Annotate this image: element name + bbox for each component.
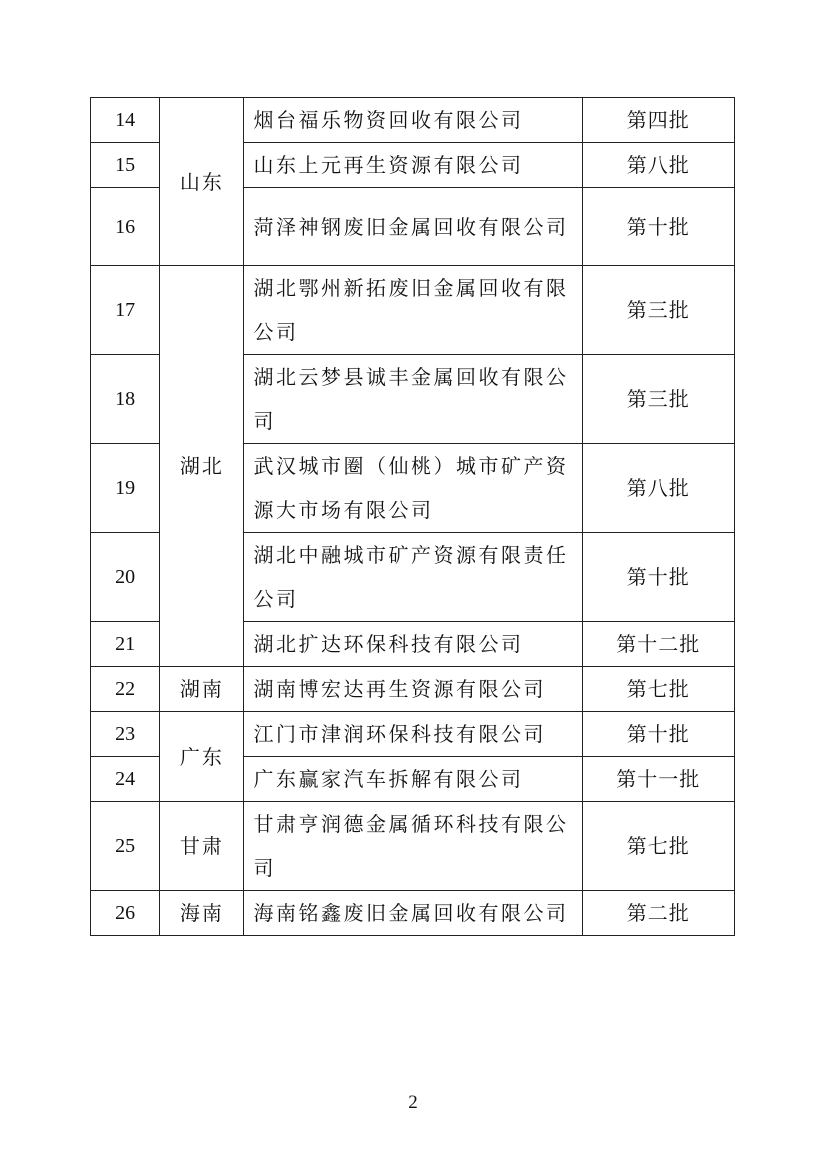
batch-cell: 第四批 [582, 98, 735, 143]
province-cell: 湖北 [160, 266, 244, 667]
row-number: 20 [91, 533, 160, 622]
row-number: 23 [91, 712, 160, 757]
table-row [91, 712, 735, 757]
page-number: 2 [408, 1092, 418, 1113]
company-name: 湖北云梦县诚丰金属回收有限公司 [244, 355, 582, 444]
batch-cell: 第八批 [582, 143, 735, 188]
batch-cell: 第三批 [582, 266, 735, 355]
province-cell: 山东 [160, 98, 244, 266]
row-number: 24 [91, 757, 160, 802]
company-name: 菏泽神钢废旧金属回收有限公司 [244, 188, 582, 266]
row-number: 17 [91, 266, 160, 355]
company-name: 湖北扩达环保科技有限公司 [244, 622, 582, 667]
row-number: 19 [91, 444, 160, 533]
company-table [90, 97, 735, 936]
company-name: 湖北中融城市矿产资源有限责任公司 [244, 533, 582, 622]
company-name: 甘肃亨润德金属循环科技有限公司 [244, 802, 582, 891]
company-name: 广东赢家汽车拆解有限公司 [244, 757, 582, 802]
table-row [91, 802, 735, 891]
batch-cell: 第十批 [582, 712, 735, 757]
row-number: 21 [91, 622, 160, 667]
row-number: 26 [91, 891, 160, 936]
table-row [91, 98, 735, 143]
row-number: 16 [91, 188, 160, 266]
company-name: 烟台福乐物资回收有限公司 [244, 98, 582, 143]
row-number: 14 [91, 98, 160, 143]
province-cell: 海南 [160, 891, 244, 936]
province-cell: 湖南 [160, 667, 244, 712]
batch-cell: 第十批 [582, 188, 735, 266]
batch-cell: 第十批 [582, 533, 735, 622]
row-number: 18 [91, 355, 160, 444]
row-number: 25 [91, 802, 160, 891]
company-name: 江门市津润环保科技有限公司 [244, 712, 582, 757]
table-row [91, 266, 735, 355]
company-name: 武汉城市圈（仙桃）城市矿产资源大市场有限公司 [244, 444, 582, 533]
company-name: 湖北鄂州新拓废旧金属回收有限公司 [244, 266, 582, 355]
company-name: 山东上元再生资源有限公司 [244, 143, 582, 188]
table-row [91, 891, 735, 936]
row-number: 22 [91, 667, 160, 712]
batch-cell: 第十一批 [582, 757, 735, 802]
company-name: 湖南博宏达再生资源有限公司 [244, 667, 582, 712]
batch-cell: 第二批 [582, 891, 735, 936]
company-name: 海南铭鑫废旧金属回收有限公司 [244, 891, 582, 936]
batch-cell: 第三批 [582, 355, 735, 444]
province-cell: 甘肃 [160, 802, 244, 891]
batch-cell: 第七批 [582, 802, 735, 891]
batch-cell: 第八批 [582, 444, 735, 533]
batch-cell: 第七批 [582, 667, 735, 712]
province-cell: 广东 [160, 712, 244, 802]
row-number: 15 [91, 143, 160, 188]
batch-cell: 第十二批 [582, 622, 735, 667]
table-row [91, 667, 735, 712]
